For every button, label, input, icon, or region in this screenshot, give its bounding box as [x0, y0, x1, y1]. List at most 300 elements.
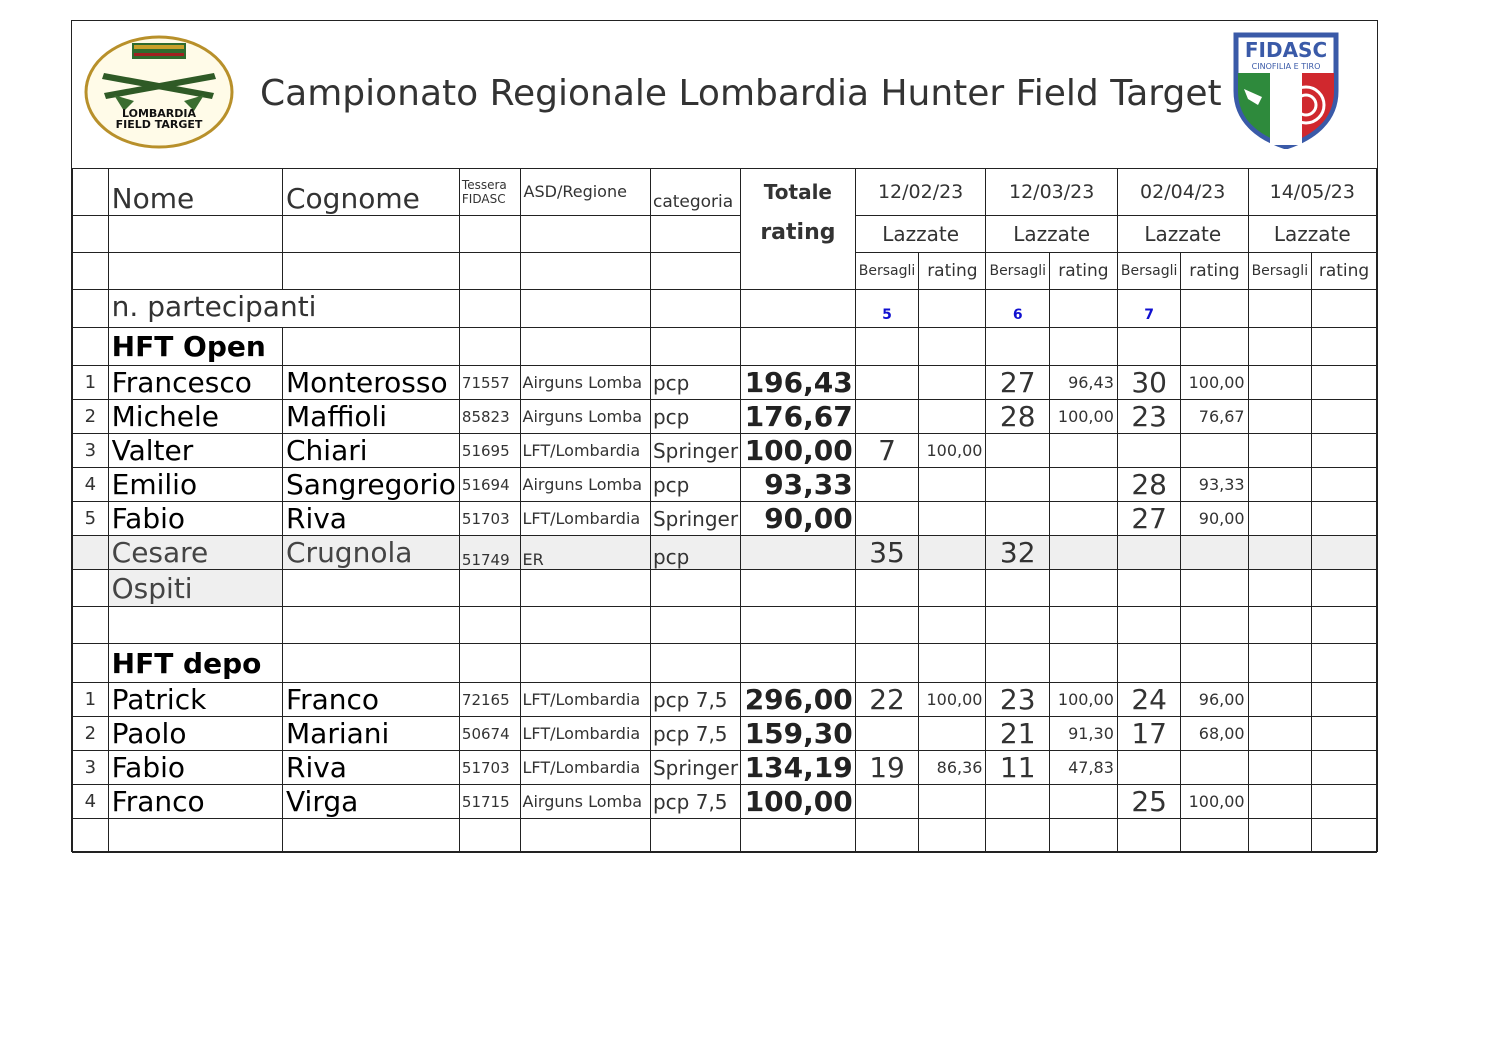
table-row: [73, 502, 1377, 536]
position-cell: 1: [73, 366, 109, 400]
blank-cell: [1312, 644, 1377, 683]
bersagli-cell: 22: [855, 683, 919, 717]
section-title-row: [73, 644, 1377, 683]
blank-cell: [650, 644, 740, 683]
blank-cell: [73, 536, 109, 570]
categoria-cell: pcp 7,5: [650, 785, 740, 819]
bersagli-cell: 23: [1117, 400, 1181, 434]
blank-cell: [283, 644, 460, 683]
bersagli-cell: 11: [986, 751, 1050, 785]
blank-cell: [73, 644, 109, 683]
bersagli-cell: [855, 502, 919, 536]
bersagli-cell: 35: [855, 536, 919, 570]
categoria-cell: Springer: [650, 434, 740, 468]
blank-cell: [1248, 607, 1312, 644]
position-cell: 4: [73, 468, 109, 502]
sub-header-bersagli: Bersagli: [855, 253, 919, 290]
tessera-cell: 51695: [459, 434, 520, 468]
bersagli-cell: [986, 785, 1050, 819]
bersagli-cell: [1248, 683, 1312, 717]
blank-cell: [108, 819, 282, 853]
event-date-2: 12/03/23: [986, 169, 1117, 216]
fidasc-shield-logo: [1230, 31, 1342, 149]
bersagli-cell: [855, 717, 919, 751]
blank-row: [73, 607, 1377, 644]
blank-cell: [1049, 570, 1117, 607]
blank-cell: [520, 290, 650, 328]
bersagli-cell: 30: [1117, 366, 1181, 400]
nome-cell: Francesco: [108, 366, 282, 400]
bersagli-cell: [855, 366, 919, 400]
rating-cell: 91,30: [1049, 717, 1117, 751]
blank-cell: [855, 819, 919, 853]
blank-cell: [919, 536, 986, 570]
blank-cell: [1117, 328, 1181, 366]
bersagli-cell: 7: [855, 434, 919, 468]
rating-cell: 76,67: [1181, 400, 1248, 434]
cognome-cell: Maffioli: [283, 400, 460, 434]
table-row: [73, 751, 1377, 785]
asd-cell: LFT/Lombardia: [520, 683, 650, 717]
header-row: [73, 253, 1377, 290]
blank-cell: [1117, 570, 1181, 607]
sub-header-rating: rating: [1049, 253, 1117, 290]
bersagli-cell: [1117, 751, 1181, 785]
rating-cell: [919, 502, 986, 536]
nome-cell: Emilio: [108, 468, 282, 502]
rating-cell: [1312, 717, 1377, 751]
rating-cell: [1312, 434, 1377, 468]
blank-cell: [283, 819, 460, 853]
event-location-4: Lazzate: [1248, 216, 1376, 253]
participants-count-4: [1248, 290, 1312, 328]
col-header-totale: Totale: [741, 169, 856, 216]
blank-cell: [520, 819, 650, 853]
bersagli-cell: [986, 468, 1050, 502]
table-row: [73, 468, 1377, 502]
rating-cell: [919, 717, 986, 751]
blank-cell: [73, 328, 109, 366]
rating-cell: 100,00: [919, 683, 986, 717]
event-location-3: Lazzate: [1117, 216, 1248, 253]
blank-cell: [1248, 819, 1312, 853]
blank-cell: [650, 216, 740, 253]
asd-cell: ER: [520, 536, 650, 570]
blank-row: [73, 819, 1377, 853]
sub-header-bersagli: Bersagli: [986, 253, 1050, 290]
blank-cell: [919, 607, 986, 644]
participants-label: n. partecipanti: [108, 290, 459, 328]
blank-cell: [73, 253, 109, 290]
position-cell: 4: [73, 785, 109, 819]
blank-cell: [1181, 644, 1248, 683]
participants-count-3: 7: [1117, 290, 1181, 328]
asd-cell: Airguns Lomba: [520, 468, 650, 502]
rating-cell: [919, 468, 986, 502]
rating-cell: [1312, 751, 1377, 785]
rating-cell: 100,00: [1049, 683, 1117, 717]
table-row: [73, 785, 1377, 819]
blank-cell: [741, 607, 856, 644]
lombardia-field-target-logo: [84, 35, 234, 149]
categoria-cell: Springer: [650, 502, 740, 536]
blank-cell: [1312, 570, 1377, 607]
blank-cell: [1312, 819, 1377, 853]
blank-cell: [741, 290, 856, 328]
nome-cell: Franco: [108, 785, 282, 819]
svg-text:FIDASC: FIDASC: [1244, 38, 1328, 62]
open-rows: [73, 366, 1377, 536]
blank-cell: [919, 819, 986, 853]
blank-cell: [1181, 328, 1248, 366]
tessera-cell: 51703: [459, 751, 520, 785]
nome-cell: Patrick: [108, 683, 282, 717]
table-row: [73, 434, 1377, 468]
blank-cell: [1181, 536, 1248, 570]
totale-cell: 196,43: [741, 366, 856, 400]
blank-cell: [919, 328, 986, 366]
position-cell: 2: [73, 717, 109, 751]
rating-cell: [1312, 502, 1377, 536]
bersagli-cell: [1117, 434, 1181, 468]
totale-cell: 93,33: [741, 468, 856, 502]
blank-cell: [1312, 607, 1377, 644]
bersagli-cell: 25: [1117, 785, 1181, 819]
rating-cell: [1049, 434, 1117, 468]
cognome-cell: Riva: [283, 751, 460, 785]
asd-cell: LFT/Lombardia: [520, 751, 650, 785]
blank-cell: [1312, 536, 1377, 570]
rating-cell: 47,83: [1049, 751, 1117, 785]
bersagli-cell: 27: [986, 366, 1050, 400]
event-date-4: 14/05/23: [1248, 169, 1376, 216]
blank-cell: [986, 819, 1050, 853]
blank-cell: [855, 607, 919, 644]
bersagli-cell: 17: [1117, 717, 1181, 751]
bersagli-cell: 19: [855, 751, 919, 785]
bersagli-cell: 24: [1117, 683, 1181, 717]
blank-cell: [986, 570, 1050, 607]
blank-cell: [108, 216, 282, 253]
svg-text:LOMBARDIA: LOMBARDIA: [121, 107, 197, 120]
blank-cell: [459, 290, 520, 328]
event-location-2: Lazzate: [986, 216, 1117, 253]
rating-cell: [919, 366, 986, 400]
participants-row: [73, 290, 1377, 328]
blank-cell: [650, 328, 740, 366]
position-cell: 1: [73, 683, 109, 717]
blank-cell: [520, 607, 650, 644]
blank-cell: [741, 328, 856, 366]
blank-cell: [459, 253, 520, 290]
blank-cell: [73, 607, 109, 644]
col-header-cognome: Cognome: [283, 169, 460, 216]
col-header-asd: ASD/Regione: [520, 169, 650, 216]
sheet-header: [72, 21, 1377, 169]
blank-cell: [520, 253, 650, 290]
totale-cell: 90,00: [741, 502, 856, 536]
rating-cell: [1312, 785, 1377, 819]
rating-cell: 100,00: [1181, 785, 1248, 819]
blank-cell: [73, 570, 109, 607]
participants-count-2: 6: [986, 290, 1050, 328]
rating-cell: [919, 785, 986, 819]
blank-cell: [1117, 536, 1181, 570]
blank-cell: [520, 644, 650, 683]
table-row: [73, 683, 1377, 717]
rating-cell: 96,00: [1181, 683, 1248, 717]
rating-cell: 100,00: [1049, 400, 1117, 434]
rating-cell: [1049, 468, 1117, 502]
rating-cell: [1312, 683, 1377, 717]
asd-cell: Airguns Lomba: [520, 785, 650, 819]
cognome-cell: Franco: [283, 683, 460, 717]
cognome-cell: Mariani: [283, 717, 460, 751]
categoria-cell: pcp: [650, 536, 740, 570]
col-header-tessera-1: Tessera: [461, 178, 507, 192]
rating-cell: [1181, 434, 1248, 468]
blank-cell: [650, 253, 740, 290]
guests-row: [73, 570, 1377, 607]
bersagli-cell: [1248, 717, 1312, 751]
blank-cell: [919, 290, 986, 328]
blank-cell: [1049, 819, 1117, 853]
section-title-depo: HFT depo: [108, 644, 282, 683]
col-header-categoria: categoria: [650, 169, 740, 216]
event-location-1: Lazzate: [855, 216, 986, 253]
svg-text:CINOFILIA E TIRO: CINOFILIA E TIRO: [1251, 62, 1321, 71]
asd-cell: Airguns Lomba: [520, 366, 650, 400]
tessera-cell: 51703: [459, 502, 520, 536]
rating-cell: 100,00: [1181, 366, 1248, 400]
rating-cell: 100,00: [919, 434, 986, 468]
position-cell: 3: [73, 434, 109, 468]
nome-cell: Paolo: [108, 717, 282, 751]
blank-cell: [1248, 328, 1312, 366]
header-blank: [73, 169, 109, 216]
blank-cell: [459, 216, 520, 253]
bersagli-cell: [855, 785, 919, 819]
categoria-cell: Springer: [650, 751, 740, 785]
section-title-row: [73, 328, 1377, 366]
tessera-cell: 85823: [459, 400, 520, 434]
cognome-cell: Monterosso: [283, 366, 460, 400]
rating-cell: 93,33: [1181, 468, 1248, 502]
nome-cell: Valter: [108, 434, 282, 468]
tessera-cell: 72165: [459, 683, 520, 717]
nome-cell: Cesare: [108, 536, 282, 570]
results-table: [72, 168, 1377, 853]
sub-header-rating: rating: [1312, 253, 1377, 290]
blank-cell: [73, 290, 109, 328]
bersagli-cell: [986, 434, 1050, 468]
table-row: [73, 717, 1377, 751]
rating-cell: 86,36: [919, 751, 986, 785]
tessera-cell: 51715: [459, 785, 520, 819]
blank-cell: [1248, 644, 1312, 683]
bersagli-cell: 27: [1117, 502, 1181, 536]
table-row: [73, 400, 1377, 434]
blank-cell: [1049, 290, 1117, 328]
blank-cell: [283, 216, 460, 253]
totale-cell: 296,00: [741, 683, 856, 717]
blank-cell: [73, 819, 109, 853]
rating-cell: 68,00: [1181, 717, 1248, 751]
blank-cell: [741, 536, 856, 570]
blank-cell: [741, 644, 856, 683]
blank-cell: [520, 216, 650, 253]
rating-cell: [1312, 400, 1377, 434]
blank-cell: [1248, 570, 1312, 607]
rating-cell: [1049, 502, 1117, 536]
blank-cell: [1312, 328, 1377, 366]
blank-cell: [520, 570, 650, 607]
totale-cell: 159,30: [741, 717, 856, 751]
blank-cell: [459, 607, 520, 644]
blank-cell: [986, 644, 1050, 683]
totale-cell: 100,00: [741, 434, 856, 468]
nome-cell: Michele: [108, 400, 282, 434]
totale-cell: 100,00: [741, 785, 856, 819]
blank-cell: [855, 328, 919, 366]
col-header-rating: rating: [741, 216, 856, 290]
blank-cell: [1181, 290, 1248, 328]
depo-rows: [73, 683, 1377, 819]
blank-cell: [919, 570, 986, 607]
sub-header-bersagli: Bersagli: [1117, 253, 1181, 290]
asd-cell: LFT/Lombardia: [520, 717, 650, 751]
bersagli-cell: 21: [986, 717, 1050, 751]
blank-cell: [650, 819, 740, 853]
position-cell: 5: [73, 502, 109, 536]
blank-cell: [1117, 819, 1181, 853]
blank-cell: [108, 253, 282, 290]
blank-cell: [1181, 570, 1248, 607]
blank-cell: [650, 290, 740, 328]
col-header-nome: Nome: [108, 169, 282, 216]
rating-cell: 90,00: [1181, 502, 1248, 536]
totale-cell: 134,19: [741, 751, 856, 785]
bersagli-cell: [1248, 785, 1312, 819]
event-date-1: 12/02/23: [855, 169, 986, 216]
categoria-cell: pcp 7,5: [650, 683, 740, 717]
blank-cell: [459, 328, 520, 366]
cognome-cell: Crugnola: [283, 536, 460, 570]
position-cell: 3: [73, 751, 109, 785]
blank-cell: [855, 644, 919, 683]
blank-cell: [520, 328, 650, 366]
bersagli-cell: 28: [1117, 468, 1181, 502]
col-header-tessera-2: FIDASC: [461, 192, 506, 206]
tessera-cell: 51694: [459, 468, 520, 502]
tessera-cell: 51749: [459, 536, 520, 570]
blank-cell: [1248, 536, 1312, 570]
bersagli-cell: [855, 400, 919, 434]
blank-cell: [1181, 819, 1248, 853]
sub-header-rating: rating: [1181, 253, 1248, 290]
section-title-open: HFT Open: [108, 328, 282, 366]
blank-cell: [1117, 607, 1181, 644]
categoria-cell: pcp 7,5: [650, 717, 740, 751]
nome-cell: Fabio: [108, 751, 282, 785]
blank-cell: [855, 570, 919, 607]
categoria-cell: pcp: [650, 468, 740, 502]
blank-cell: [1117, 644, 1181, 683]
tessera-cell: 50674: [459, 717, 520, 751]
blank-cell: [986, 328, 1050, 366]
blank-cell: [459, 819, 520, 853]
rating-cell: 96,43: [1049, 366, 1117, 400]
rating-cell: [1312, 366, 1377, 400]
rating-cell: [1181, 751, 1248, 785]
bersagli-cell: [986, 502, 1050, 536]
blank-cell: [741, 570, 856, 607]
sub-header-bersagli: Bersagli: [1248, 253, 1312, 290]
bersagli-cell: 28: [986, 400, 1050, 434]
bersagli-cell: [1248, 434, 1312, 468]
event-date-3: 02/04/23: [1117, 169, 1248, 216]
bersagli-cell: [1248, 502, 1312, 536]
blank-cell: [283, 607, 460, 644]
bersagli-cell: 23: [986, 683, 1050, 717]
blank-cell: [919, 644, 986, 683]
page-title: Campionato Regionale Lombardia Hunter Field Target: [260, 73, 1222, 114]
blank-cell: [986, 607, 1050, 644]
blank-cell: [73, 216, 109, 253]
header-row: [73, 216, 1377, 253]
bersagli-cell: [1248, 366, 1312, 400]
guests-label: Ospiti: [108, 570, 282, 607]
col-header-tessera: [459, 169, 520, 216]
blank-cell: [1312, 290, 1377, 328]
table-row: [73, 366, 1377, 400]
blank-cell: [741, 819, 856, 853]
blank-cell: [1049, 644, 1117, 683]
svg-text:FIELD TARGET: FIELD TARGET: [115, 118, 203, 131]
blank-cell: [459, 570, 520, 607]
blank-cell: [650, 607, 740, 644]
bersagli-cell: [855, 468, 919, 502]
sub-header-rating: rating: [919, 253, 986, 290]
blank-cell: [459, 644, 520, 683]
bersagli-cell: [1248, 751, 1312, 785]
totale-cell: 176,67: [741, 400, 856, 434]
blank-cell: [1181, 607, 1248, 644]
tessera-cell: 71557: [459, 366, 520, 400]
bersagli-cell: [1248, 468, 1312, 502]
cognome-cell: Virga: [283, 785, 460, 819]
asd-cell: LFT/Lombardia: [520, 502, 650, 536]
rating-cell: [1312, 468, 1377, 502]
bersagli-cell: [1248, 400, 1312, 434]
blank-cell: [1049, 536, 1117, 570]
asd-cell: LFT/Lombardia: [520, 434, 650, 468]
bersagli-cell: 32: [986, 536, 1050, 570]
blank-cell: [283, 570, 460, 607]
score-sheet: [71, 20, 1378, 852]
cognome-cell: Riva: [283, 502, 460, 536]
table-row-unranked: [73, 536, 1377, 570]
blank-cell: [650, 570, 740, 607]
asd-cell: Airguns Lomba: [520, 400, 650, 434]
blank-cell: [1049, 607, 1117, 644]
blank-cell: [1049, 328, 1117, 366]
categoria-cell: pcp: [650, 400, 740, 434]
cognome-cell: Sangregorio: [283, 468, 460, 502]
participants-count-1: 5: [855, 290, 919, 328]
blank-cell: [283, 253, 460, 290]
blank-cell: [108, 607, 282, 644]
